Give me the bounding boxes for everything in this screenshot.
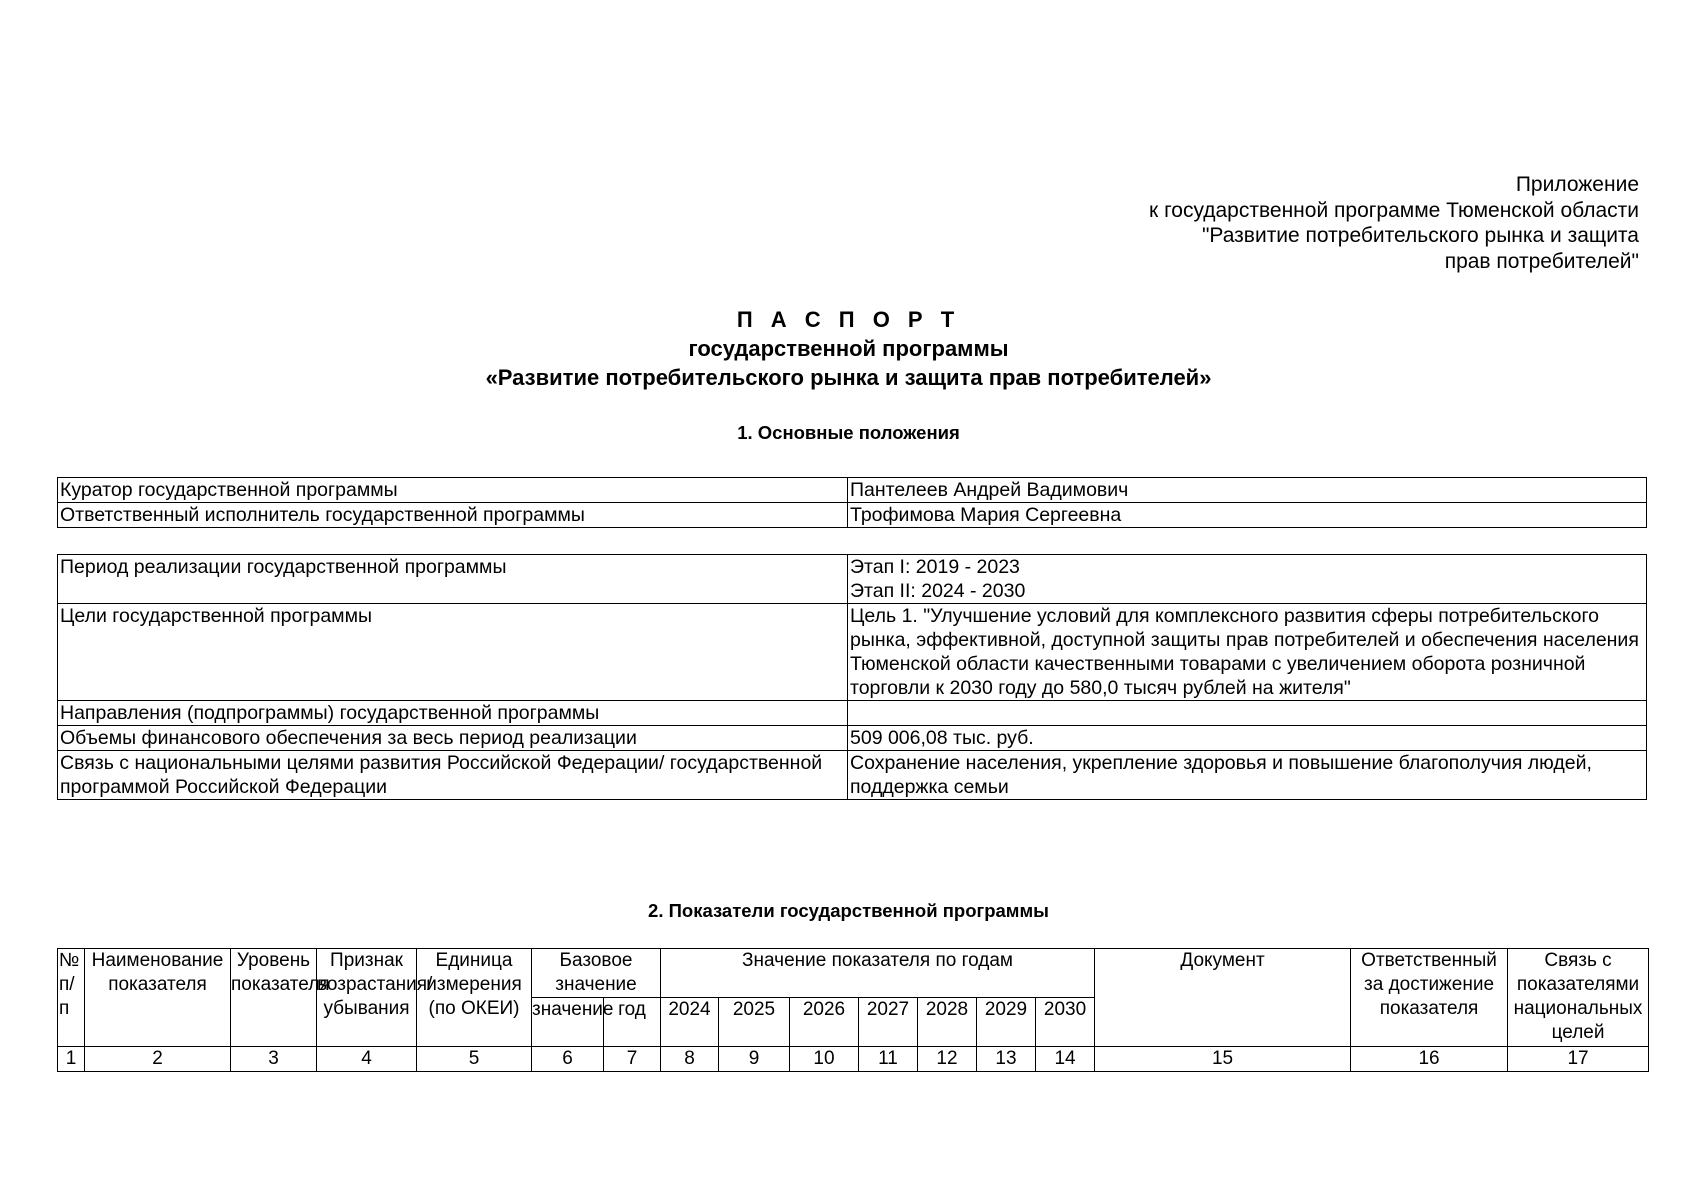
header-year: 2030 bbox=[1036, 998, 1095, 1047]
header-name: Наименование показателя bbox=[85, 949, 231, 1047]
header-num: № п/п bbox=[58, 949, 85, 1047]
header-responsible: Ответственный за достижение показателя bbox=[1351, 949, 1508, 1047]
column-number: 3 bbox=[231, 1047, 317, 1072]
curator-label: Куратор государственной программы bbox=[58, 478, 848, 503]
column-number: 2 bbox=[85, 1047, 231, 1072]
appendix-line: "Развитие потребительского рынка и защита bbox=[1201, 224, 1639, 247]
national-goals-label: Связь с национальными целями развития Российской Федерации/ государственной программой Российской Федерации bbox=[58, 751, 848, 800]
table-row bbox=[58, 478, 1647, 503]
column-number: 12 bbox=[918, 1047, 977, 1072]
table-row bbox=[58, 604, 1647, 701]
curators-table bbox=[57, 477, 1647, 528]
period-stage-1: Этап I: 2019 - 2023 bbox=[850, 556, 1020, 578]
funding-label: Объемы финансового обеспечения за весь период реализации bbox=[58, 726, 848, 751]
column-number: 15 bbox=[1095, 1047, 1351, 1072]
indicators-table bbox=[57, 948, 1649, 1072]
column-number: 11 bbox=[859, 1047, 918, 1072]
column-number: 14 bbox=[1036, 1047, 1095, 1072]
header-base-year: год bbox=[604, 998, 661, 1047]
column-number: 16 bbox=[1351, 1047, 1508, 1072]
title-program-name: «Развитие потребительского рынка и защита прав потребителей» bbox=[485, 365, 1212, 390]
section-1-title: 1. Основные положения bbox=[737, 422, 960, 443]
column-number: 9 bbox=[719, 1047, 790, 1072]
header-base: Базовое значение bbox=[532, 949, 661, 998]
appendix-line: прав потребителей" bbox=[1444, 249, 1639, 273]
directions-label: Направления (подпрограммы) государственной программы bbox=[58, 701, 848, 726]
goals-value: Цель 1. "Улучшение условий для комплексного развития сферы потребительского рынка, эффективной, доступной защиты прав потребителей и обеспечения населения Тюменской области качественными товарами с увеличением оборота розничной торговли к 2030 году до 580,0 тысяч рублей на жителя" bbox=[848, 604, 1647, 701]
table-row bbox=[58, 726, 1647, 751]
header-by-years: Значение показателя по годам bbox=[661, 949, 1095, 998]
column-number: 17 bbox=[1508, 1047, 1649, 1072]
header-year: 2028 bbox=[918, 998, 977, 1047]
appendix-block bbox=[1149, 172, 1639, 274]
column-number: 7 bbox=[604, 1047, 661, 1072]
header-row bbox=[58, 949, 1649, 998]
national-goals-value: Сохранение населения, укрепление здоровья и повышение благополучия людей, поддержка семьи bbox=[848, 751, 1647, 800]
funding-value: 509 006,08 тыс. руб. bbox=[848, 726, 1647, 751]
column-number: 4 bbox=[317, 1047, 417, 1072]
table-row bbox=[58, 751, 1647, 800]
document-title bbox=[0, 305, 1697, 392]
period-value bbox=[848, 555, 1647, 604]
table-row bbox=[58, 503, 1647, 528]
title-passport: П А С П О Р Т bbox=[736, 307, 961, 332]
executor-value: Трофимова Мария Сергеевна bbox=[848, 503, 1647, 528]
column-number: 13 bbox=[977, 1047, 1036, 1072]
curator-value: Пантелеев Андрей Вадимович bbox=[848, 478, 1647, 503]
column-number: 6 bbox=[532, 1047, 604, 1072]
header-unit: Единица измерения (по ОКЕИ) bbox=[417, 949, 532, 1047]
header-level: Уровень показателя bbox=[231, 949, 317, 1047]
appendix-line: к государственной программе Тюменской области bbox=[1149, 198, 1639, 222]
header-trend: Признак возрастания/ убывания bbox=[317, 949, 417, 1047]
column-number: 8 bbox=[661, 1047, 719, 1072]
header-document: Документ bbox=[1095, 949, 1351, 1047]
appendix-line: Приложение bbox=[1515, 173, 1639, 196]
table-row bbox=[58, 701, 1647, 726]
column-number: 10 bbox=[790, 1047, 859, 1072]
header-year: 2027 bbox=[859, 998, 918, 1047]
header-base-value: значение bbox=[532, 998, 604, 1047]
executor-label: Ответственный исполнитель государственной программы bbox=[58, 503, 848, 528]
table-row bbox=[58, 555, 1647, 604]
directions-value bbox=[848, 701, 1647, 726]
period-stage-2: Этап II: 2024 - 2030 bbox=[850, 580, 1026, 602]
header-year: 2025 bbox=[719, 998, 790, 1047]
program-details-table bbox=[57, 554, 1647, 800]
header-year: 2026 bbox=[790, 998, 859, 1047]
column-number: 5 bbox=[417, 1047, 532, 1072]
header-links: Связь с показателями национальных целей bbox=[1508, 949, 1649, 1047]
column-numbers-row bbox=[58, 1047, 1649, 1072]
section-2-title: 2. Показатели государственной программы bbox=[648, 900, 1049, 921]
header-year: 2024 bbox=[661, 998, 719, 1047]
title-subtitle: государственной программы bbox=[688, 336, 1009, 361]
goals-label: Цели государственной программы bbox=[58, 604, 848, 701]
column-number: 1 bbox=[58, 1047, 85, 1072]
period-label: Период реализации государственной программы bbox=[58, 555, 848, 604]
header-year: 2029 bbox=[977, 998, 1036, 1047]
